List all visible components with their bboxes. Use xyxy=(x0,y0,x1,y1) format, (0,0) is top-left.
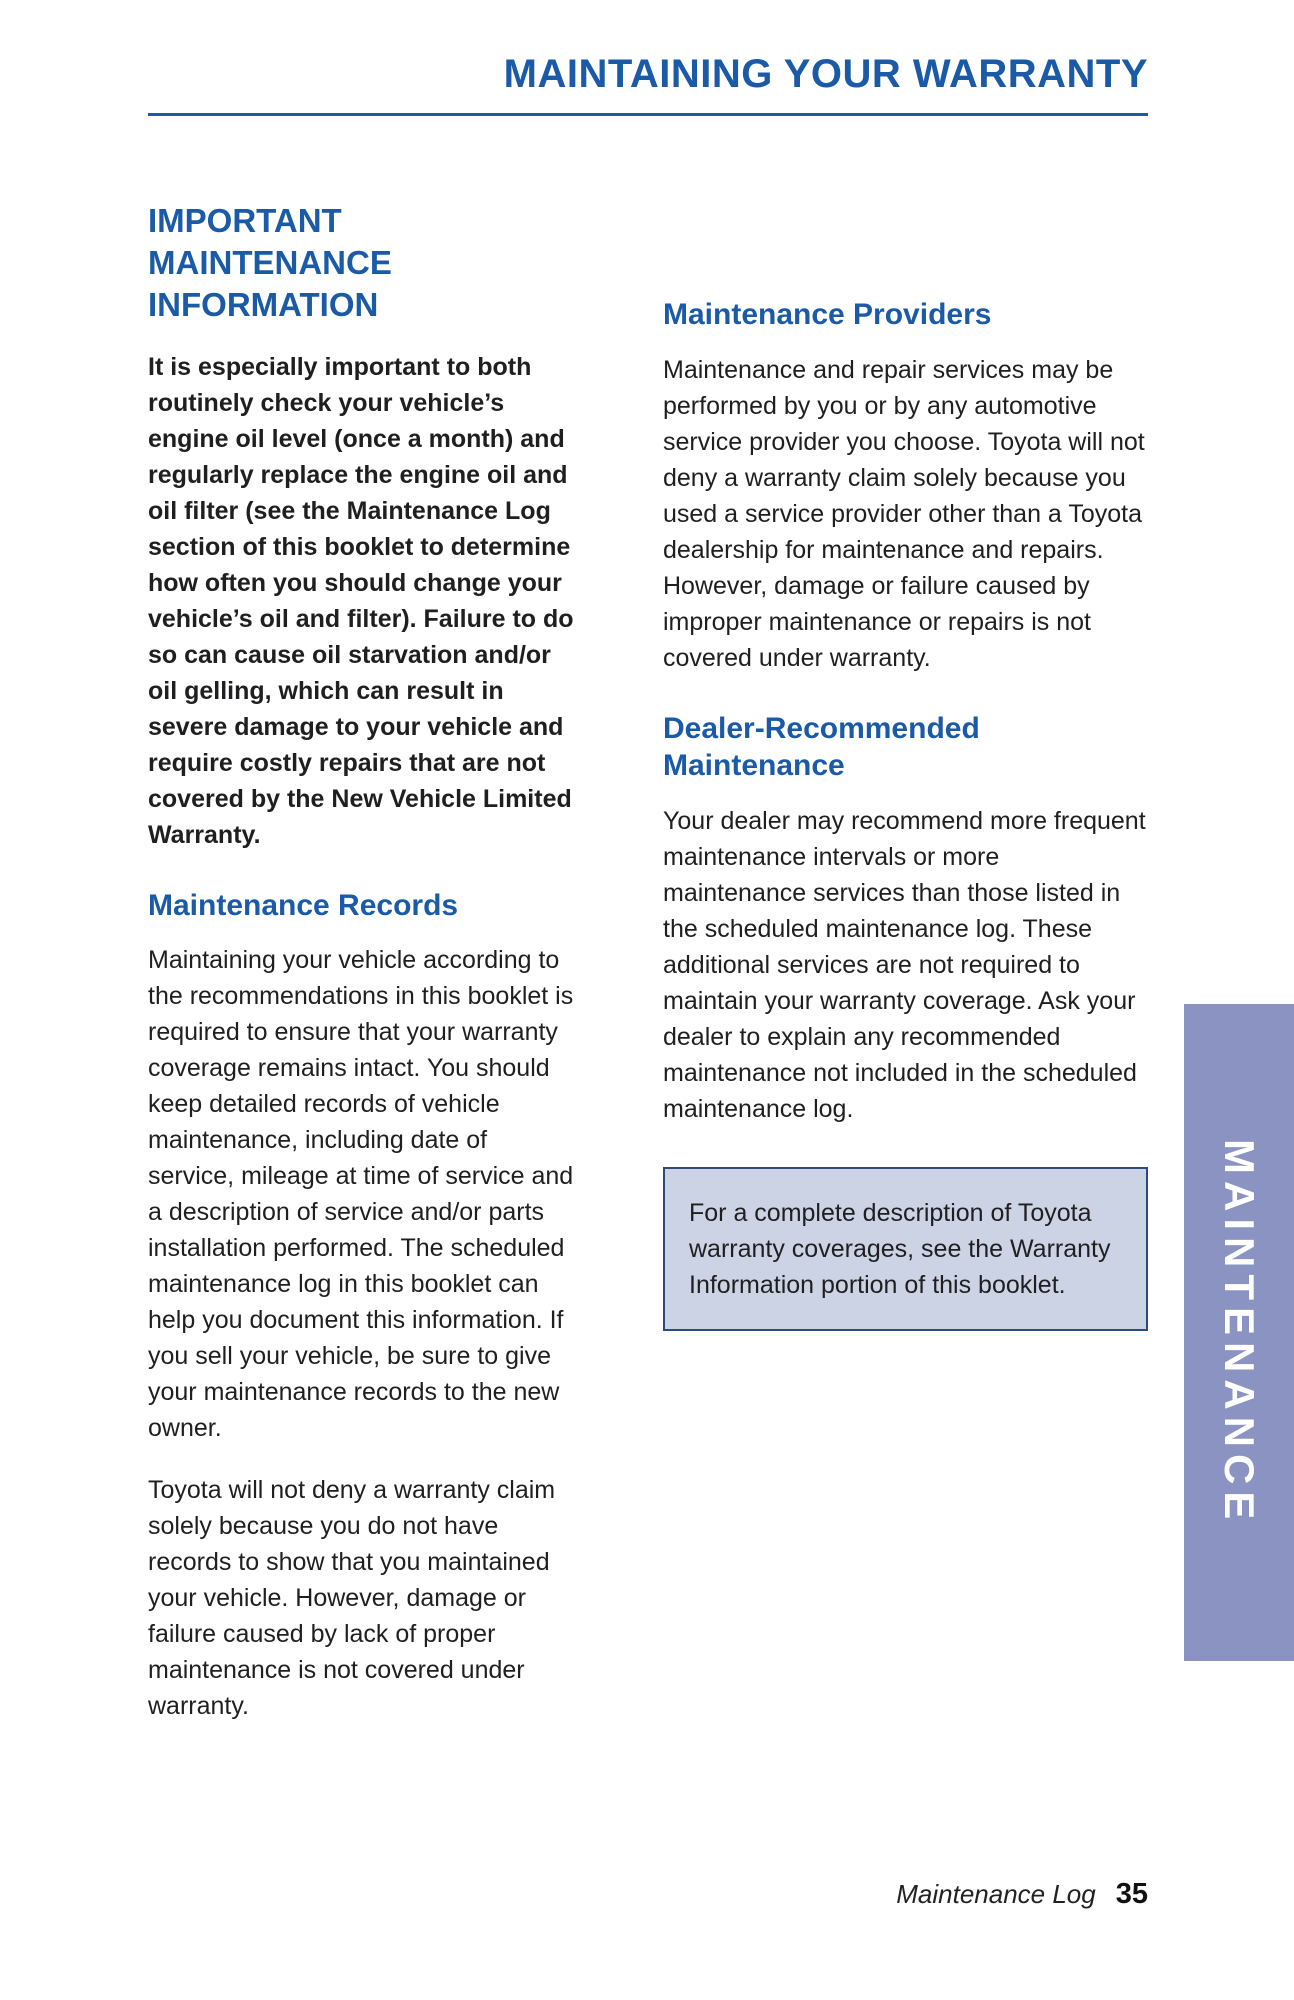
page-content xyxy=(148,52,1148,1750)
section-heading-dealer-recommended-maintenance: Dealer-Recommended Maintenance xyxy=(663,711,980,782)
maintenance-providers-body: Maintenance and repair services may be performed by you or by any automotive service provider you choose. Toyota will not deny a warranty claim solely because you used a service provider other than a Toyota dealership for maintenance and repairs. However, damage or failure caused by improper maintenance or repairs is not covered under warranty. xyxy=(663,355,1145,672)
important-maintenance-body: It is especially important to both routinely check your vehicle’s engine oil level (once a month) and regularly replace the engine oil and oil filter (see the Maintenance Log section of this booklet to determine how often you should change your vehicle’s oil and filter). Failure to do so can cause oil starvation and/or oil gelling, which can result in severe damage to your vehicle and require costly repairs that are not covered by the New Vehicle Limited Warranty. xyxy=(148,352,574,849)
right-column xyxy=(663,200,1148,1750)
title-rule xyxy=(148,113,1148,116)
section-heading-maintenance-providers: Maintenance Providers xyxy=(663,298,992,331)
two-column-layout xyxy=(148,200,1148,1750)
warranty-note-text: For a complete description of Toyota warranty coverages, see the Warranty Information portion of this booklet. xyxy=(689,1198,1111,1299)
section-heading-maintenance-records: Maintenance Records xyxy=(148,888,459,922)
maintenance-records-paragraph-1: Maintaining your vehicle according to the recommendations in this booklet is required to ensure that your warranty coverage remains intact. You should keep detailed records of vehicle maintenance, including date of service, mileage at time of service and a description of service and/or parts installation performed. The scheduled maintenance log in this booklet can help you document this information. If you sell your vehicle, be sure to give your maintenance records to the new owner. xyxy=(148,946,574,1443)
page-title: MAINTAINING YOUR WARRANTY xyxy=(503,52,1148,96)
side-tab-label: MAINTENANCE xyxy=(1216,1138,1263,1527)
footer-page-number: 35 xyxy=(1115,1878,1148,1910)
side-tab-maintenance xyxy=(1184,1004,1294,1661)
left-column xyxy=(148,200,578,1750)
page-footer xyxy=(896,1878,1148,1911)
warranty-note-box xyxy=(663,1167,1148,1331)
dealer-recommended-maintenance-body: Your dealer may recommend more frequent maintenance intervals or more maintenance services than those listed in the scheduled maintenance log. These additional services are not required to maintain your warranty coverage. Ask your dealer to explain any recommended maintenance not included in the scheduled maintenance log. xyxy=(663,806,1146,1123)
maintenance-records-paragraph-2: Toyota will not deny a warranty claim solely because you do not have records to show that you maintained your vehicle. However, damage or failure caused by lack of proper maintenance is not covered under warranty. xyxy=(148,1476,556,1721)
section-heading-important-maintenance-information: IMPORTANT MAINTENANCE INFORMATION xyxy=(148,202,392,324)
footer-section-label: Maintenance Log xyxy=(896,1879,1096,1909)
